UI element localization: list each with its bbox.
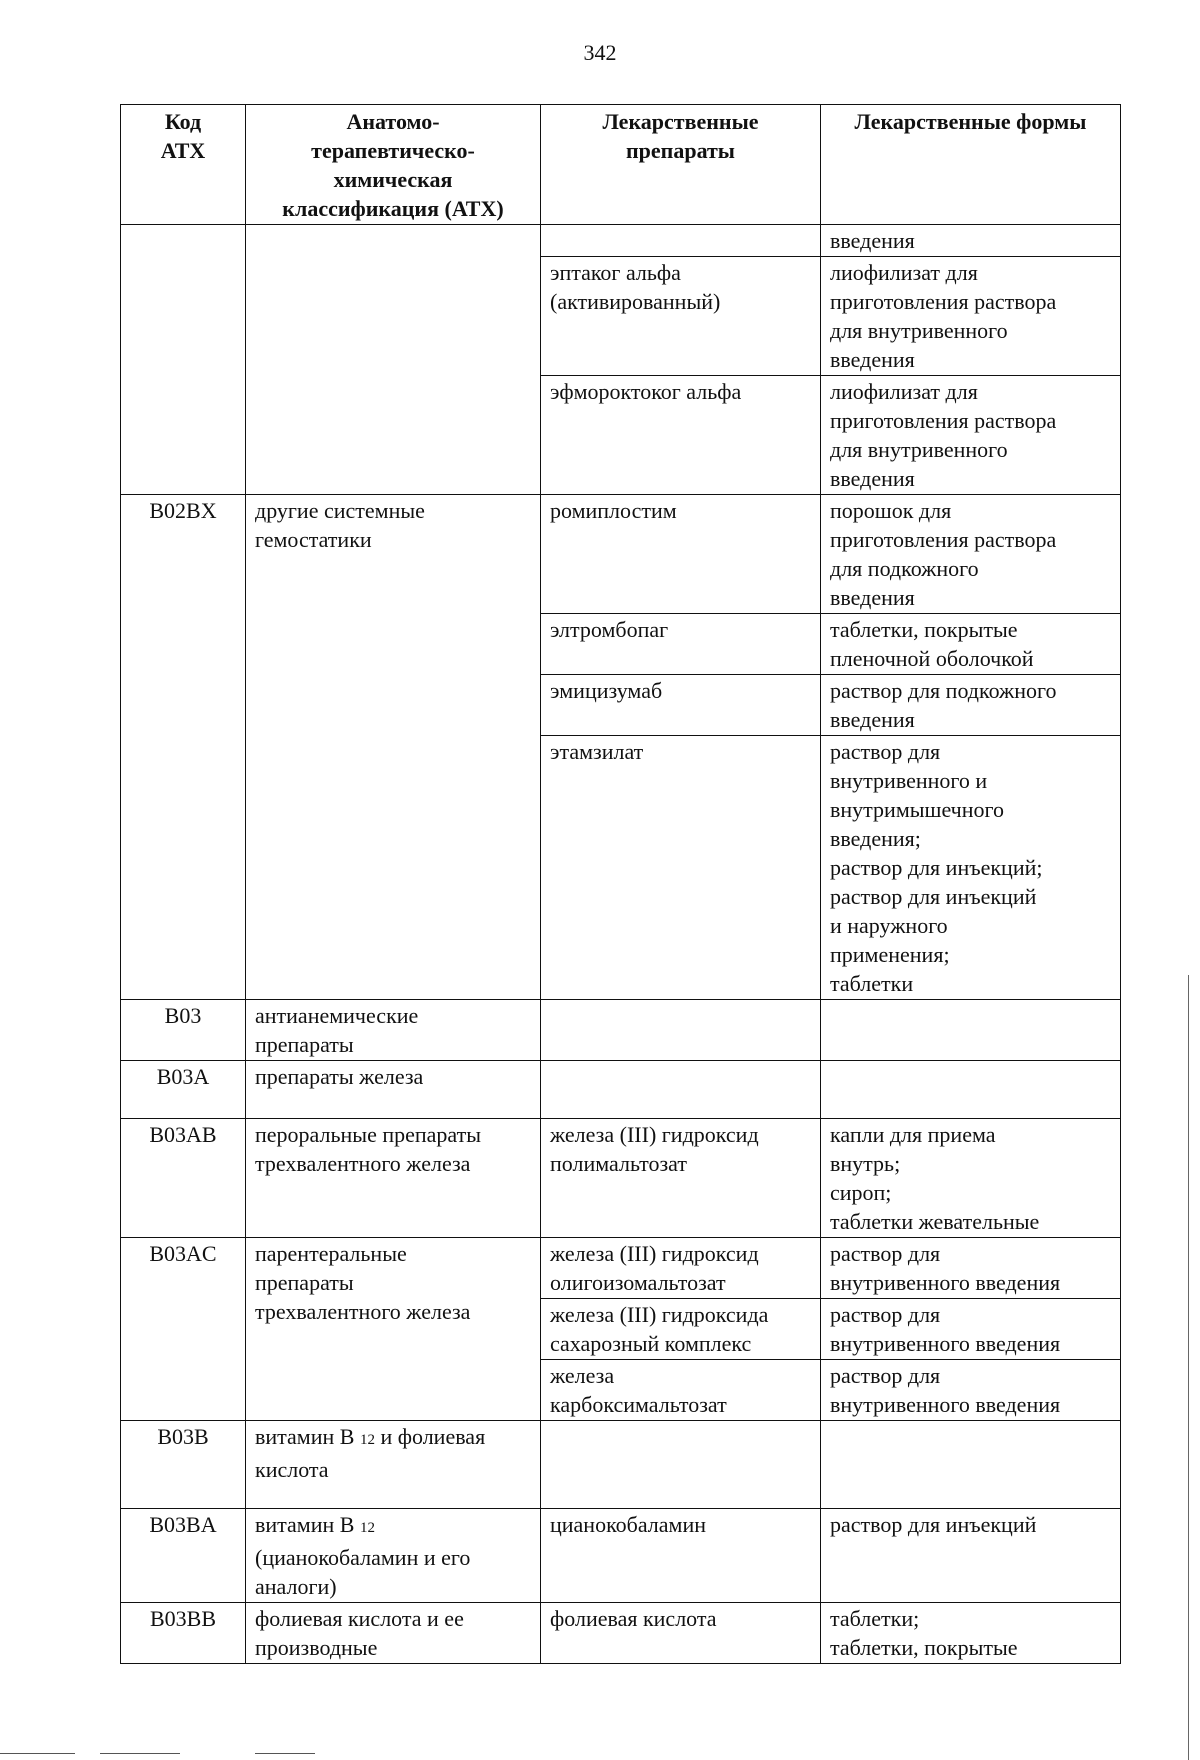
class-cell: парентеральные препараты трехвалентного железа (246, 1238, 541, 1421)
drug-cell: элтромбопаг (541, 614, 821, 675)
code-cell: B02BX (121, 495, 246, 1000)
drug-cell: железа (III) гидроксид олигоизомальтозат (541, 1238, 821, 1299)
class-cell: препараты железа (246, 1061, 541, 1119)
class-cell: другие системные гемостатики (246, 495, 541, 1000)
table-row (121, 1000, 1121, 1061)
form-cell: раствор для внутривенного и внутримышечного введения; раствор для инъекций; раствор для инъекций и наружного применения; таблетки (821, 736, 1121, 1000)
atx-table (120, 104, 1121, 1664)
form-cell: лиофилизат для приготовления раствора для внутривенного введения (821, 257, 1121, 376)
form-cell (821, 1000, 1121, 1061)
table-header-row (121, 105, 1121, 225)
class-cell (246, 225, 541, 495)
scan-bottom-line (100, 1753, 180, 1754)
code-cell (121, 225, 246, 495)
code-cell: B03AC (121, 1238, 246, 1421)
scan-bottom-line (255, 1753, 315, 1754)
table-row (121, 495, 1121, 614)
form-cell (821, 1421, 1121, 1509)
code-cell: B03BB (121, 1603, 246, 1664)
class-cell: антианемические препараты (246, 1000, 541, 1061)
form-cell: раствор для внутривенного введения (821, 1360, 1121, 1421)
drug-cell: железа (III) гидроксид полимальтозат (541, 1119, 821, 1238)
drug-cell (541, 225, 821, 257)
header-forms: Лекарственные формы (821, 105, 1121, 225)
form-cell: раствор для внутривенного введения (821, 1238, 1121, 1299)
form-cell: порошок для приготовления раствора для подкожного введения (821, 495, 1121, 614)
drug-cell: эфмороктоког альфа (541, 376, 821, 495)
form-cell: раствор для инъекций (821, 1509, 1121, 1603)
form-cell: введения (821, 225, 1121, 257)
form-cell: капли для приема внутрь; сироп; таблетки жевательные (821, 1119, 1121, 1238)
code-cell: B03B (121, 1421, 246, 1509)
drug-cell (541, 1421, 821, 1509)
form-cell: таблетки, покрытые пленочной оболочкой (821, 614, 1121, 675)
class-cell: витамин B 12 (цианокобаламин и его аналоги) (246, 1509, 541, 1603)
drug-cell: железа (III) гидроксида сахарозный комплекс (541, 1299, 821, 1360)
page-number: 342 (583, 40, 617, 65)
class-cell: фолиевая кислота и ее производные (246, 1603, 541, 1664)
form-cell: раствор для внутривенного введения (821, 1299, 1121, 1360)
form-cell (821, 1061, 1121, 1119)
form-cell: раствор для подкожного введения (821, 675, 1121, 736)
form-cell: таблетки; таблетки, покрытые (821, 1603, 1121, 1664)
code-cell: B03AB (121, 1119, 246, 1238)
scan-edge-line (1188, 975, 1189, 1760)
table-row (121, 1061, 1121, 1119)
drug-cell: эмицизумаб (541, 675, 821, 736)
form-cell: лиофилизат для приготовления раствора для внутривенного введения (821, 376, 1121, 495)
drug-cell (541, 1061, 821, 1119)
drug-cell (541, 1000, 821, 1061)
code-cell: B03BA (121, 1509, 246, 1603)
drug-cell: эптаког альфа (активированный) (541, 257, 821, 376)
table-row (121, 1119, 1121, 1238)
header-classification: Анатомо- терапевтическо- химическая классификация (АТХ) (246, 105, 541, 225)
code-cell: B03 (121, 1000, 246, 1061)
drug-cell: фолиевая кислота (541, 1603, 821, 1664)
drug-cell: железа карбоксимальтозат (541, 1360, 821, 1421)
drug-cell: цианокобаламин (541, 1509, 821, 1603)
scan-bottom-line (0, 1753, 75, 1754)
table-row (121, 1509, 1121, 1603)
header-code: Код АТХ (121, 105, 246, 225)
table-row (121, 1603, 1121, 1664)
code-cell: B03A (121, 1061, 246, 1119)
table-row (121, 1421, 1121, 1509)
table-row (121, 225, 1121, 257)
drug-cell: ромиплостим (541, 495, 821, 614)
class-cell: витамин B 12 и фолиевая кислота (246, 1421, 541, 1509)
header-drugs: Лекарственные препараты (541, 105, 821, 225)
class-cell: пероральные препараты трехвалентного железа (246, 1119, 541, 1238)
table-row (121, 1238, 1121, 1299)
drug-cell: этамзилат (541, 736, 821, 1000)
